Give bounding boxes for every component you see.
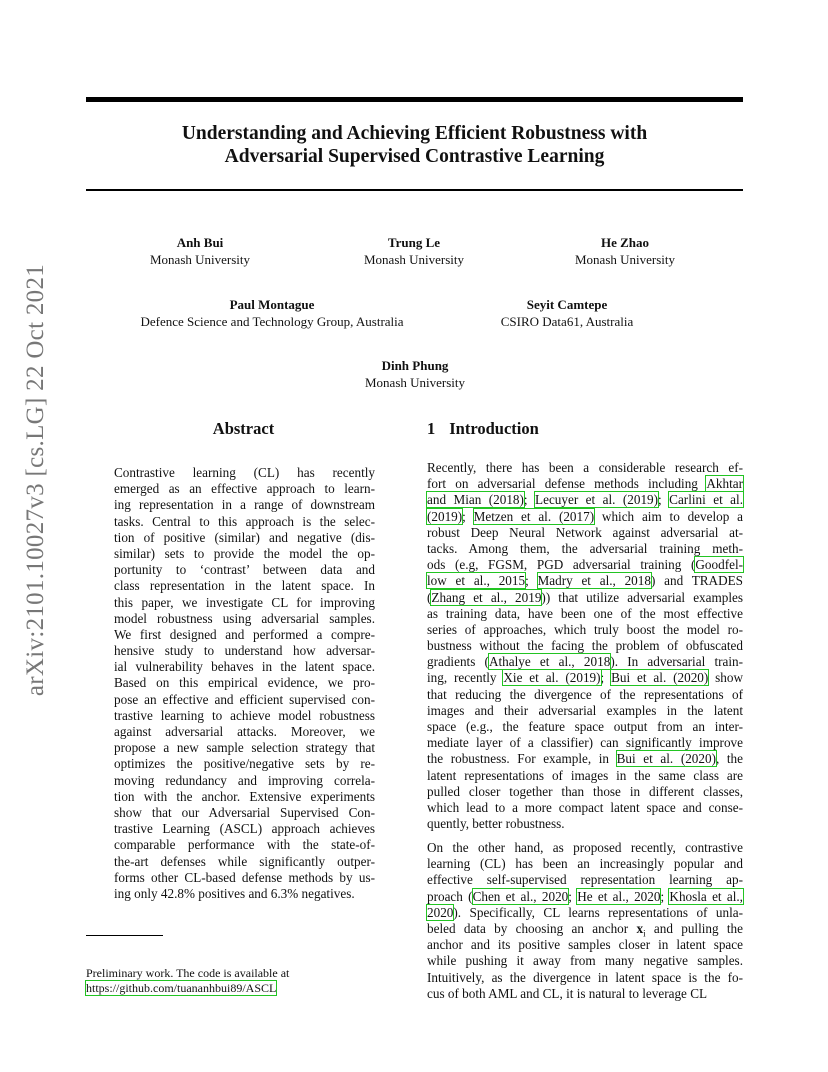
abstract-heading: Abstract — [212, 419, 275, 438]
text-line: low et al., 2015; Madry et al., 2018) and TRADES — [427, 573, 743, 589]
text-line: model robustness using adversarial samples. — [114, 610, 375, 626]
text-line: ial vulnerability behaves in the latent space. — [114, 659, 375, 675]
title-rule — [86, 189, 743, 191]
section-heading — [427, 419, 539, 439]
text-line: (2019); Metzen et al. (2017) which aim to develop a — [427, 508, 743, 524]
text-line: bustness without the facing the problem of obfuscated — [427, 638, 743, 654]
author-name: Paul Montague — [229, 297, 315, 312]
author-affiliation: Monash University — [574, 252, 676, 267]
author-block — [462, 296, 672, 330]
text-line: portunity to ‘contrast’ between data and — [114, 562, 375, 578]
text-line: learning (CL) has been an increasingly popular and — [427, 856, 743, 872]
text-line: optimizes the positive/negative sets by re- — [114, 756, 375, 772]
author-name: Dinh Phung — [381, 358, 449, 373]
text-line: cus of both AML and CL, it is natural to leverage CL — [427, 985, 708, 1001]
text-line: Contrastive learning (CL) has recently — [114, 465, 375, 480]
title-line-1: Understanding and Achieving Efficient Robustness with — [181, 123, 648, 144]
author-affiliation: Defence Science and Technology Group, Australia — [140, 314, 404, 329]
footnote — [86, 966, 289, 996]
intro-paragraph-1 — [427, 460, 743, 832]
text-line: images and their adversarial examples in the latent — [427, 702, 743, 718]
text-line: space (e.g., the feature space output from an inter- — [427, 719, 743, 734]
text-line: similar) sets to provide the model the op- — [114, 545, 375, 561]
text-line: trastive Learning (ASCL) approach achieves — [114, 821, 375, 837]
title-line-2: Adversarial Supervised Contrastive Learning — [224, 146, 605, 167]
section-number: 1 — [427, 419, 436, 438]
author-block — [112, 296, 432, 330]
footnote-text: Preliminary work. The code is available at — [86, 966, 290, 980]
code-link[interactable]: https://github.com/tuananhbui89/ASCL — [86, 981, 277, 995]
text-line: the robustness. For example, in Bui et al. (2020), the — [427, 751, 743, 767]
text-line: ing representation in a range of downstream — [114, 497, 375, 513]
text-line: On the other hand, as proposed recently, contrastive — [427, 840, 743, 855]
text-line: the-art defenses while significantly outper- — [114, 853, 375, 869]
author-name: Seyit Camtepe — [526, 297, 608, 312]
arxiv-stamp — [16, 263, 56, 697]
text-line: anchor and its positive samples closer in latent space — [427, 937, 743, 953]
text-line: emerged as an effective approach to learn- — [114, 481, 375, 497]
top-rule — [86, 97, 743, 102]
text-line: 2020). Specifically, CL learns representations of unla- — [427, 904, 743, 920]
text-line: against adversarial attacks. Moreover, we — [114, 724, 375, 739]
text-line: pulled closer together than those in different classes, — [427, 783, 743, 799]
text-line: this paper, we investigate CL for improving — [114, 594, 375, 610]
author-affiliation: Monash University — [364, 375, 466, 390]
text-line: hensive study to understand how adversar- — [114, 643, 375, 659]
paper-title — [86, 122, 743, 168]
author-block — [344, 234, 484, 268]
text-line: trastive learning to achieve model robustness — [114, 707, 375, 723]
text-line: series of approaches, which truly boost the model ro- — [427, 621, 743, 637]
text-line: ing, recently Xie et al. (2019); Bui et al. (2020) show — [427, 670, 744, 686]
text-line: as training data, have been one of the most effective — [427, 605, 743, 621]
intro-paragraph-2 — [427, 840, 743, 1002]
text-line: forms other CL-based defense methods by us- — [114, 869, 375, 885]
text-line: quently, better robustness. — [427, 816, 565, 832]
section-title: Introduction — [449, 419, 539, 438]
text-line: which lead to a more compact latent space and conse- — [427, 799, 743, 815]
author-block — [130, 234, 270, 268]
text-line: and Mian (2018); Lecuyer et al. (2019); Carlini et al. — [427, 492, 743, 508]
text-line: propose a new sample selection strategy that — [114, 740, 375, 756]
author-affiliation: CSIRO Data61, Australia — [500, 314, 634, 329]
text-line: robust Deep Neural Network against adversarial at- — [427, 524, 743, 540]
text-line: We first designed and performed a compre- — [114, 626, 375, 642]
text-line: mediate layer of a classifier) can significantly improve — [427, 735, 743, 751]
text-line: that reducing the divergence of the representations of — [427, 686, 743, 702]
text-line: tion with the anchor. Extensive experiments — [114, 788, 375, 804]
text-line: Recently, there has been a considerable research ef- — [427, 460, 743, 475]
text-line: pose an effective and efficient supervised con- — [114, 691, 375, 707]
text-line: while pushing it away from many negative samples. — [427, 953, 743, 969]
author-affiliation: Monash University — [149, 252, 251, 267]
abstract-body — [114, 465, 375, 902]
author-name: He Zhao — [600, 235, 650, 250]
text-line: latent representations of images in the same class are — [427, 767, 743, 783]
author-name: Trung Le — [387, 235, 441, 250]
arxiv-id: arXiv:2101.10027v3 [cs.LG] 22 Oct 2021 — [22, 263, 49, 697]
text-line: (Zhang et al., 2019)) that utilize adversarial examples — [427, 589, 743, 605]
text-line: Based on this empirical evidence, we pro- — [114, 675, 375, 691]
text-line: fort on adversarial defense methods including Akhtar — [427, 476, 743, 492]
text-line: class representation in the latent space. In — [114, 578, 375, 594]
text-line: ods (e.g, FGSM, PGD adversarial training (Goodfel- — [427, 557, 743, 573]
text-line: tasks. Central to this approach is the selec- — [114, 513, 375, 529]
author-block — [340, 357, 490, 391]
text-line: beled data by choosing an anchor $x_i$ and pulling the — [427, 920, 743, 939]
author-name: Anh Bui — [176, 235, 224, 250]
text-line: ing only 42.8% positives and 6.3% negatives. — [114, 885, 355, 901]
text-line: proach (Chen et al., 2020; He et al., 2020; Khosla et al., — [427, 888, 743, 904]
author-affiliation: Monash University — [363, 252, 465, 267]
text-line: gradients (Athalye et al., 2018). In adversarial train- — [427, 654, 744, 670]
text-line: effective self-supervised representation learning ap- — [427, 872, 743, 888]
text-line: moving redundancy and improving correla- — [114, 772, 375, 788]
footnote-rule — [86, 935, 163, 936]
text-line: Intuitively, as the divergence in latent space is the fo- — [427, 969, 743, 985]
text-line: comparable performance with the state-of- — [114, 837, 375, 853]
text-line: tacks. Among them, the adversarial training meth- — [427, 540, 743, 556]
text-line: tion of positive (similar) and negative (dis- — [114, 529, 375, 545]
author-block — [555, 234, 695, 268]
text-line: show that our Adversarial Supervised Con- — [114, 804, 375, 820]
